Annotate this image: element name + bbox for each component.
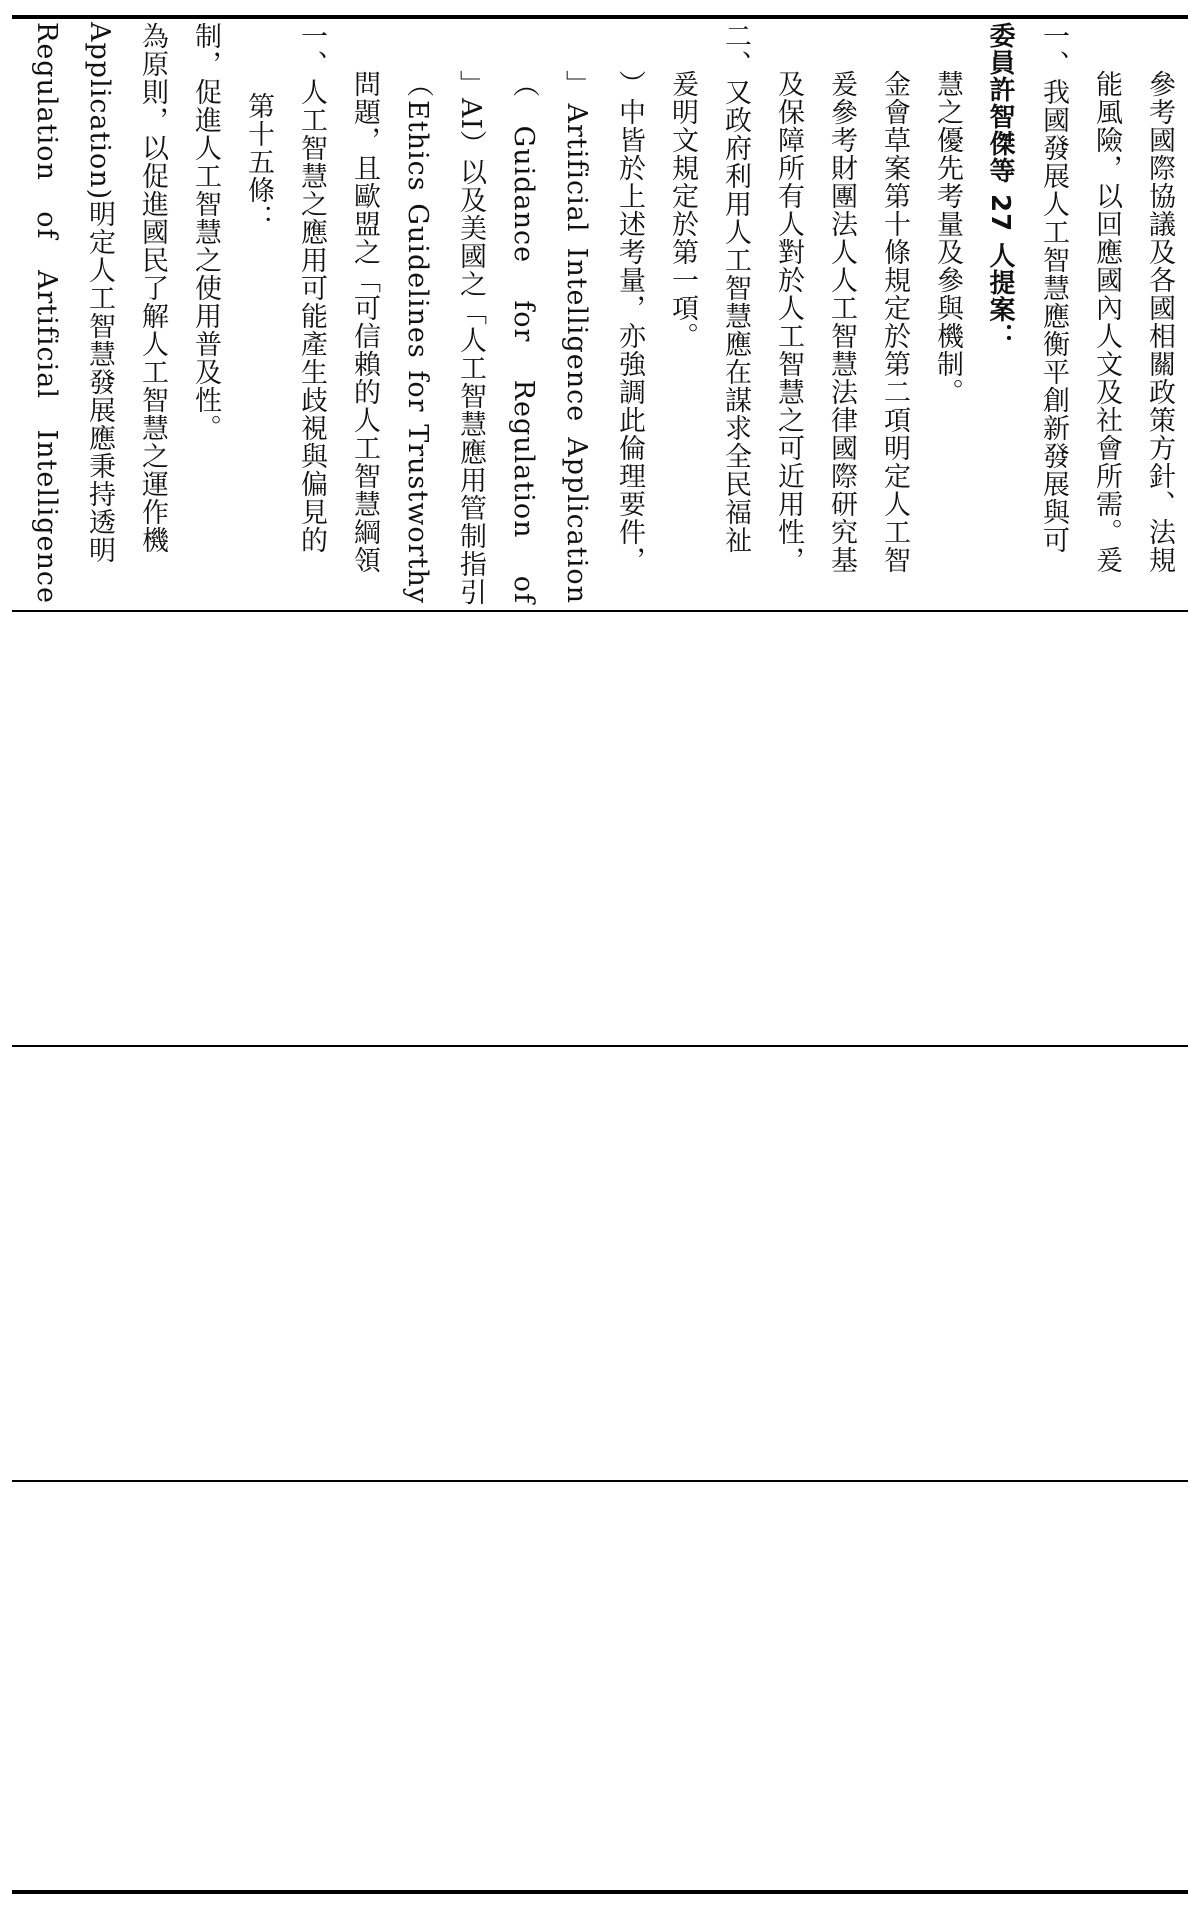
text-line-1 <box>22 22 70 604</box>
line-text: 為原則，以促進國民了解人工智慧之運作機 <box>137 22 168 554</box>
text-line-15 <box>764 22 812 604</box>
line-text: 能風險，以回應國內人文及社會所需。爰 <box>1091 70 1122 574</box>
line-text: （Guidance for Regulation of <box>508 70 539 604</box>
line-text: 及保障所有人對於人工智慧之可近用性， <box>773 70 804 574</box>
text-line-9 <box>446 22 494 607</box>
text-line-20 <box>1029 22 1077 604</box>
text-line-3 <box>128 22 176 604</box>
line-text: 爰參考財團法人人工智慧法律國際研究基 <box>826 70 857 574</box>
line-text: Application)明定人工智慧發展應秉持透明 <box>84 22 115 565</box>
line-text: 一、我國發展人工智慧應衡平創新發展與可 <box>1038 22 1069 554</box>
row-divider-2 <box>12 1045 1188 1047</box>
line-text: 」Artificial Intelligence Application <box>561 70 592 604</box>
text-line-10 <box>499 22 547 604</box>
text-line-12 <box>605 22 653 604</box>
line-text: （Ethics Guidelines for Trustworthy <box>402 70 433 604</box>
text-line-13 <box>658 22 706 604</box>
text-line-6 <box>287 22 335 604</box>
text-line-22 <box>1135 22 1183 604</box>
table-bottom-rule <box>12 1890 1188 1894</box>
text-line-8 <box>393 22 441 604</box>
line-text: 制，促進人工智慧之使用普及性。 <box>190 22 221 442</box>
line-text: 參考國際協議及各國相關政策方針、法規 <box>1144 70 1175 574</box>
row-divider-1 <box>12 610 1188 612</box>
line-text: 一、人工智慧之應用可能產生歧視與偏見的 <box>296 22 327 554</box>
text-line-17 <box>870 22 918 604</box>
text-line-16 <box>817 22 865 604</box>
row-divider-3 <box>12 1480 1188 1482</box>
text-line-7 <box>340 22 388 604</box>
proposal-heading <box>976 22 1024 604</box>
text-line-11 <box>552 22 600 604</box>
line-text: 第十五條： <box>243 92 274 232</box>
article-heading <box>234 22 282 604</box>
line-text: 金會草案第十條規定於第二項明定人工智 <box>879 70 910 574</box>
line-text: 慧之優先考量及參與機制。 <box>932 70 963 406</box>
text-line-14 <box>711 22 759 604</box>
line-text: 二、又政府利用人工智慧應在謀求全民福祉 <box>720 22 751 554</box>
line-text: ）中皆於上述考量，亦強調此倫理要件， <box>614 70 645 574</box>
text-line-2 <box>75 22 123 604</box>
text-line-4 <box>181 22 229 604</box>
line-text: 委員許智傑等 27 人提案： <box>985 22 1015 351</box>
table-top-rule <box>12 15 1188 19</box>
line-text: Regulation of Artificial Intelligence <box>31 22 62 604</box>
line-text: 」AI）以及美國之「人工智慧應用管制指引 <box>455 70 486 607</box>
text-line-21 <box>1082 22 1130 604</box>
text-line-18 <box>923 22 971 604</box>
line-text: 爰明文規定於第一項。 <box>667 70 698 350</box>
line-text: 問題，且歐盟之「可信賴的人工智慧綱領 <box>349 70 380 574</box>
